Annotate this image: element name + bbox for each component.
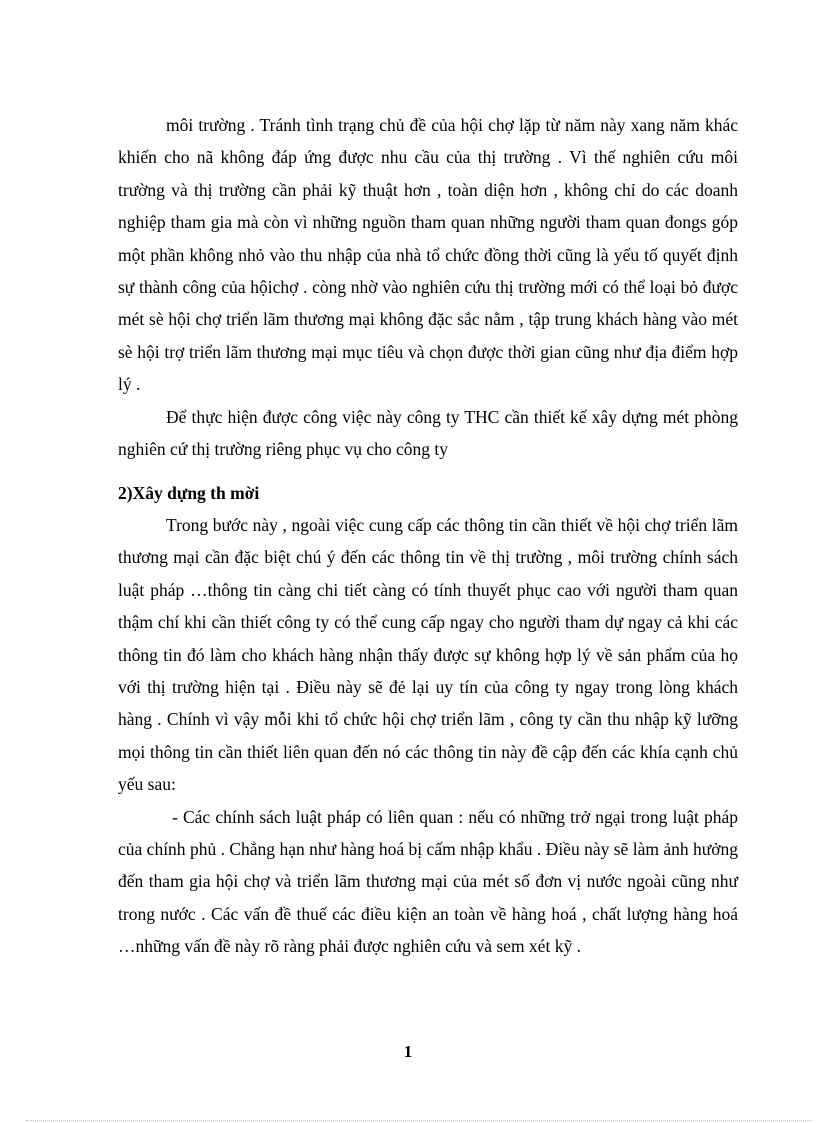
paragraph-invitation-info: Trong bước này , ngoài việc cung cấp các thông tin cần thiết về hội chợ triển lãm thương mại cần đặc biệt chú ý đến các thông tin về thị trường , môi trường chính sách luật pháp …thông tin càng chi tiết càng có tính thuyết phục cao với người tham quan thậm chí khi cần thiết công ty có thể cung cấp ngay cho người tham dự ngay cả khi các thông tin đó làm cho khách hàng nhận thấy được sự không hợp lý về sản phẩm của họ với thị trường hiện tại . Điều này sẽ đẻ lại uy tín của công ty ngay trong lòng khách hàng . Chính vì vậy mỗi khi tổ chức hội chợ triển lãm , công ty cần thu nhập kỹ lưỡng mọi thông tin cần thiết liên quan đến nó các thông tin này đề cập đến các khía cạnh chủ yếu sau: xyxy=(118,515,738,795)
body-text-section xyxy=(118,509,738,963)
paragraph-market-research: môi trường . Tránh tình trạng chủ đề của hội chợ lặp từ năm này xang năm khác khiến cho nã không đáp ứng được nhu cầu của thị trường . Vì thế nghiên cứu môi trường và thị trường cần phải kỹ thuật hơn , toàn diện hơn , không chỉ do các doanh nghiệp tham gia mà còn vì những nguồn tham quan những người tham quan đongs góp một phần không nhỏ vào thu nhập của nhà tổ chức đồng thời cũng là yếu tố quyết định sự thành công của hộichợ . còng nhờ vào nghiên cứu thị trường mới có thể loại bỏ được mét sè hội chợ triển lãm thương mại không đặc sắc nằm , tập trung khách hàng vào mét sè hội trợ triển lãm thương mại mục tiêu và chọn được thời gian cũng như địa điểm hợp lý . xyxy=(118,115,738,395)
body-text-top xyxy=(118,109,738,465)
paragraph-research-department: Để thực hiện được công việc này công ty THC cần thiết kế xây dựng mét phòng nghiên cứ thị trường riêng phục vụ cho công ty xyxy=(118,406,738,460)
footer-divider xyxy=(26,1120,812,1121)
bullet-legal-policy: - Các chính sách luật pháp có liên quan : nếu có những trở ngại trong luật pháp của chính phủ . Chẳng hạn như hàng hoá bị cấm nhập khẩu . Điều này sẽ làm ảnh hưởng đến tham gia hội chợ và triển lãm thương mại của mét số đơn vị nước ngoài cũng như trong nước . Các vấn đề thuế các điều kiện an toàn về hàng hoá , chất lượng hàng hoá …những vấn đề này rõ ràng phải được nghiên cứu và sem xét kỹ . xyxy=(118,806,738,957)
section-heading: 2)Xây dựng th mời xyxy=(118,483,260,503)
page-number: 1 xyxy=(403,1042,413,1061)
